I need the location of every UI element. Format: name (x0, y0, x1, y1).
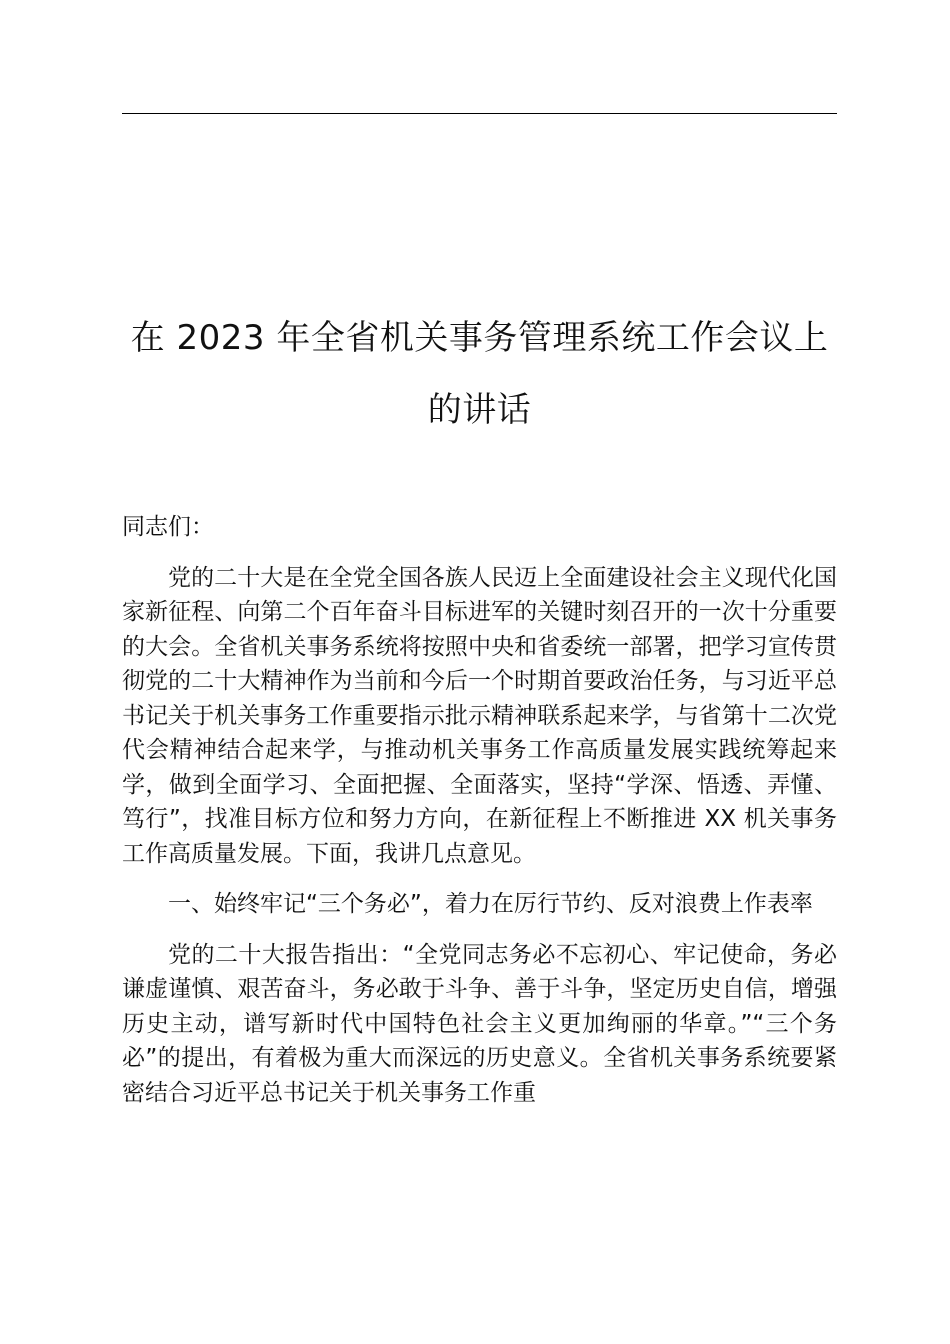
title-line-1: 在 2023 年全省机关事务管理系统工作会议上 (130, 318, 829, 358)
intro-paragraph: 党的二十大是在全党全国各族人民迈上全面建设社会主义现代化国家新征程、向第二个百年奋斗目标进军的关键时刻召开的一次十分重要的大会。全省机关事务系统将按照中央和省委统一部署，把学习宣传贯彻党的二十大精神作为当前和今后一个时期首要政治任务，与习近平总书记关于机关事务工作重要指示批示精神联系起来学，与省第十二次党代会精神结合起来学，与推动机关事务工作高质量发展实践统筹起来学，做到全面学习、全面把握、全面落实，坚持“学深、悟透、弄懂、笃行”，找准目标方位和努力方向，在新征程上不断推进 XX 机关事务工作高质量发展。下面，我讲几点意见。 (122, 564, 837, 867)
header-rule (122, 113, 837, 114)
section-heading: 一、始终牢记“三个务必”，着力在厉行节约、反对浪费上作表率 (168, 891, 813, 917)
document-title (122, 302, 837, 446)
salutation: 同志们： (122, 514, 214, 540)
document-body (122, 510, 837, 1126)
section-paragraph: 党的二十大报告指出：“全党同志务必不忘初心、牢记使命，务必谦虚谨慎、艰苦奋斗，务必敢于斗争、善于斗争，坚定历史自信，增强历史主动，谱写新时代中国特色社会主义更加绚丽的华章。”“三个务必”的提出，有着极为重大而深远的历史意义。全省机关事务系统要紧密结合习近平总书记关于机关事务工作重 (122, 941, 837, 1106)
title-line-2: 的讲话 (427, 390, 532, 430)
